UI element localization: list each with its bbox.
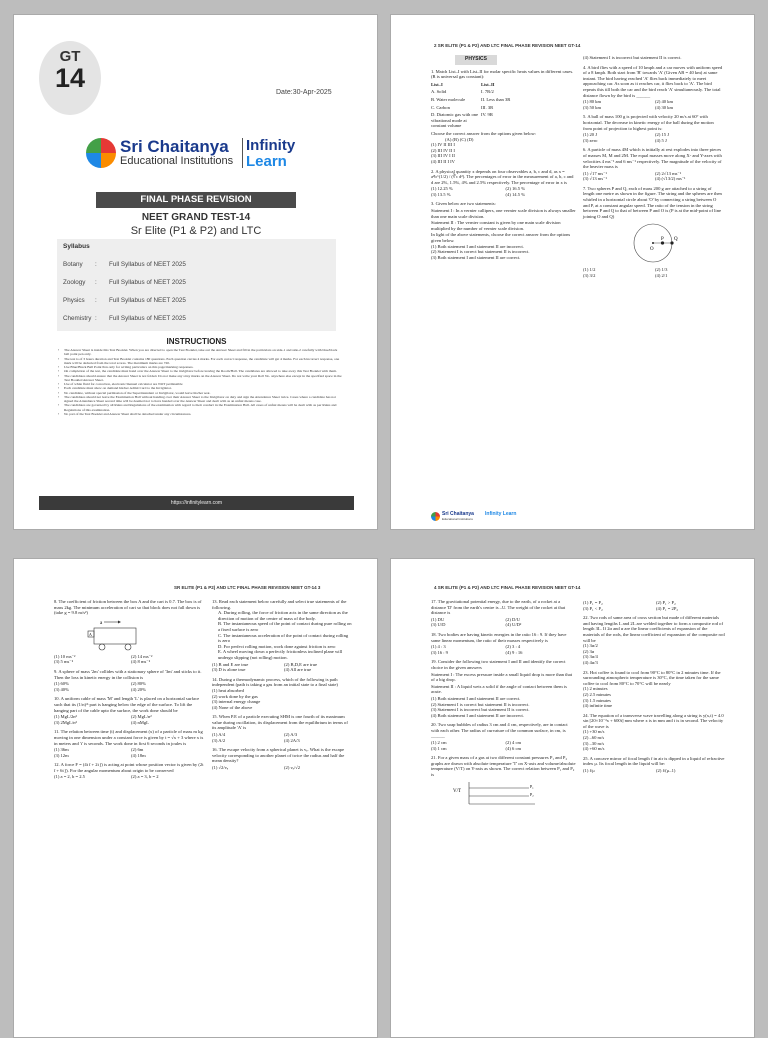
question-21: 21. For a given mass of a gas at two different constant pressures P₁ and P₂ graphs are drawn with absolute temperature 'T' on X-axis and volume/absolute temperature (V/T) on Y-axis as shown. The correct relation between P₁ and P₂ is V/T P₁ P₂ [431, 755, 576, 805]
option[interactable]: (4) III II I IV [431, 158, 455, 164]
gt-badge [39, 41, 101, 115]
p2-label: P₂ [530, 791, 534, 797]
option[interactable]: (1) 60% [54, 681, 69, 687]
question-2: 2. A physical quantity x depends on four observables a, b, c and d, as x = a²b^(1/2) / (∛c d²). The percentages of error in the measurement of a, b, c and d are 2%, 1.5%, 4% and 2.5% respectively. The percentage of error in x is (1) 12.25 % (2) 16.5 % (3) 13.5 % (4) 14.5 % [431, 169, 576, 198]
option[interactable]: (2) 16.5 % [505, 186, 526, 192]
option[interactable]: (3) 13.5 % [431, 191, 451, 197]
page-header: 4 SR ELITE (P1 & P2) AND LTC FINAL PHASE REVISION NEET GT-14 [434, 585, 581, 590]
label-p: P [661, 237, 664, 243]
question-4: 4. A bird flies with a speed of 10 kmph and a car moves with uniform speed of a 8 kmph. Both start from 'B' towards 'A' (Given AB = 40 km) at same instant. The bird having reached 'A' flies back immediately to meet approaching car. As soon as it reaches car, it flies back to 'A'. The bird repeats this till both the car and the bird reach 'A' simultaneously. The total distance flown by the bird is ______ (1) 80 km (2) 40 km (3) 50 km (4) 30 km [583, 64, 723, 110]
p1-label: P₁ [530, 783, 534, 789]
question-6: 6. A particle of mass 4M which is initially at rest explodes into three pieces of masses M, M and 2M. The equal masses move along X- and Y-axes with velocities 4 ms⁻¹ and 6 ms⁻¹ respectively. The magnitude of the velocity of the heavier mass is (1) √17 ms⁻¹ (2) 2√13 ms⁻¹ (3) √13 ms⁻¹ (4) (√13/2) ms⁻¹ [583, 147, 722, 182]
option[interactable]: (1) 2 minutes [583, 686, 608, 692]
instruction-item: • On completion of the test, the candidate must hand over the Answer Sheet to the invigilator before leaving the Room/Hall. The candidates are allowed to take away this Test Booklet with them. [64, 369, 343, 373]
option[interactable]: (1) +30 m/s [583, 729, 605, 735]
option[interactable]: (3) 1.5 minutes [583, 697, 611, 703]
question-3-option-4[interactable]: (4) Statement I is incorrect but statement II is correct. [583, 55, 682, 60]
instructions-title: INSTRUCTIONS [166, 337, 227, 346]
option[interactable]: (1) DU [431, 616, 445, 622]
question-18: 18. Two bodies are having kinetic energies in the ratio 16 : 9. If they have same linear momentum, the ratio of their masses respectively is (1) 4 : 3 (2) 3 : 4 (3) 16 : 9 (4) 9 : 16 [431, 632, 576, 655]
option[interactable]: (4) 30 km [655, 104, 674, 110]
option[interactable]: (3) 16 : 9 [431, 649, 448, 655]
brand-name: Sri Chaitanya [120, 137, 229, 156]
option[interactable]: (3) 1 cm [431, 745, 447, 751]
option[interactable]: (3) 2MgL/n² [54, 719, 77, 725]
option[interactable]: (4) 9 : 16 [505, 649, 523, 655]
test-name: NEET GRAND TEST-14 [141, 212, 251, 223]
option[interactable]: (2) MgL/n² [131, 714, 152, 720]
option[interactable]: (4) +60 m/s [583, 746, 605, 752]
option[interactable]: (1) 1/2 [583, 267, 596, 273]
footer-logo: Sri Chaitanya Educational Institutions Infinity Learn [431, 511, 511, 523]
question-23: 23. Hot coffee is found to cool from 90°C to 80°C in 2 minutes time. If the surrounding atmospheric temperature is 30°C, the time taken for the same coffee to cool from 80°C to 70°C will be nearly (1) 2 minutes (2) 2.5 minutes (3) 1.5 minutes (4) infinite time [583, 670, 725, 709]
option[interactable]: (1) IV II III I [431, 142, 455, 148]
option[interactable]: (4) (√13/2) ms⁻¹ [655, 176, 686, 182]
syllabus-row: Zoology : Full Syllabus of NEET 2025 [63, 279, 186, 286]
option[interactable]: (2) a = 3, b = 2 [131, 774, 159, 780]
question-19: 19. Consider the following two statement I and II and identify the correct choice in the given answers Statement I : The excess pressure inside a small liquid drop is more than that of a big drop. Statement II : A liquid wets a solid if the angle of contact between them is acute. (1) Both statement I and statement II are correct. (2) Statement I is correct but statement II is incorrect. (3) Statement I is incorrect but statement II is correct. (4) Both statement I and statement II are incorrect. [431, 659, 576, 718]
instruction-item: • Use of white fluid for correction, electronic/manual calculator are NOT permissible [64, 382, 343, 386]
option[interactable]: (1) MgL/2n² [54, 714, 77, 720]
option[interactable]: (2) B,D,E are true [284, 661, 318, 667]
option[interactable]: (1) 12.25 % [431, 186, 453, 192]
instruction-item: • The test is of 3 hours duration and Test Booklet contains 180 questions. Each question carries 4 marks. For each correct response, the candidate will get 4 marks. For each incorrect response, one mark will be deducted from the total scores. The maximum marks are 720. [64, 357, 343, 366]
option[interactable]: (2) work done by the gas [212, 693, 258, 699]
cart-wheel [99, 644, 105, 650]
option[interactable]: (2) 4 cm [505, 740, 522, 746]
left-column [431, 599, 576, 810]
option[interactable]: (2) 6m [131, 747, 144, 753]
sri-chaitanya-logo-icon [86, 138, 116, 168]
option[interactable]: (3) Statement I is incorrect but statement II is correct. [431, 707, 530, 713]
option[interactable]: (2) Statement I is correct but statement II is incorrect. [431, 249, 530, 255]
option[interactable]: (4) 18m [131, 752, 146, 758]
question-21-options [583, 600, 725, 611]
option[interactable]: (1) 3α/2 [583, 643, 598, 649]
question-page-4 [390, 558, 755, 1038]
exam-date: Date:30-Apr-2025 [276, 89, 332, 96]
question-22: 22. Two rods of same area of cross section but made of different materials and having lengths L and 2L are welded together to form a composite rod of length 3L. If 2α and α are the linear coefficients of expansion of the materials of the rods, the linear coefficient of expansion of the composite rod will be (1) 3α/2 (2) 3α (3) 3α/4 (4) 4α/3 [583, 615, 725, 665]
option[interactable]: (1) P₁ = P₂ [583, 600, 603, 605]
badge-label: GT [59, 48, 81, 65]
option[interactable]: (2) –60 m/s [583, 735, 605, 741]
label-box-a: A [89, 631, 92, 637]
option[interactable]: (4) U/D² [505, 622, 522, 628]
option[interactable]: (1) √17 ms⁻¹ [583, 170, 607, 176]
syllabus-row: Physics : Full Syllabus of NEET 2025 [63, 297, 186, 304]
badge-number: 14 [54, 63, 86, 93]
option[interactable]: (4) All are true [284, 667, 312, 673]
test-subtitle: Sr Elite (P1 & P2) and LTC [130, 225, 262, 237]
phase-banner: FINAL PHASE REVISION [96, 192, 296, 208]
option[interactable]: (4) None of the above [212, 704, 253, 710]
question-11: 11. The relation between time (t) and displacement (x) of a particle of mass m kg moving in one dimension under a constant force is given by t = √x + 3 where x is in meters and 't' is seconds. The work done in first 6 seconds in joules is (1) 36m (2) 6m (3) 12m (4) 18m [54, 729, 204, 758]
option[interactable]: (1) B and E are true [212, 661, 249, 667]
option[interactable]: (2) P₁ > P₂ [656, 600, 676, 605]
option[interactable]: (3) Both statement I and statement II are correct. [431, 254, 521, 260]
instruction-item: • The Answer Sheet is inside this Test Booklet. When you are directed to open the Test Booklet, take out the Answer Sheet and fill in the particulars on side-1 and side-2 carefully with blue/black ball point pen only. [64, 348, 343, 357]
option[interactable]: (4) 6 cm [505, 745, 522, 751]
option[interactable]: (1) 36m [54, 747, 69, 753]
question-12: 12. A force F = (4t î + 2t ĵ) is acting at point whose position vector is given by (2t î + 6t ĵ). For the angular momentum about origin to be conserved (1) a = 2, b = 2.5 (2) a = 3, b = 2 [54, 762, 204, 780]
option[interactable]: (4) P₁ = 2P₂ [656, 605, 679, 611]
question-page-2 [390, 14, 755, 530]
option[interactable]: (4) 4α/3 [583, 659, 598, 665]
question-8: 8. The coefficient of friction between the box A and the cart is 0.7. The box is of mass 2kg. The minimum acceleration of cart so that block does not fall down is (take g = 9.8 m/s²) a A (1) 10 ms⁻² (2) 14 ms⁻² (3) 5 ms⁻² (4) 8 ms⁻² [54, 599, 204, 665]
option[interactable]: (2) D/U [505, 616, 520, 622]
instruction-item: • The candidates should not leave the Examination Hall without handing over their Answer Sheet to the Invigilator on duty and sign the Attendance Sheet twice. Cases where a candidate has not signed the Attendance Sheet second time will be deemed not to have handed over the Answer Sheet and dealt with as an unfair means case. [64, 395, 343, 404]
option[interactable]: (2) 40 km [655, 99, 674, 105]
option[interactable]: (3) P₁ < P₂ [583, 605, 603, 611]
page-header: 2 SR ELITE (P1 & P2) AND LTC FINAL PHASE REVISION NEET GT-14 [434, 43, 581, 48]
option[interactable]: (1) Both statement I and statement II are incorrect. [431, 243, 524, 249]
pressure-graph-figure [449, 780, 539, 806]
question-17: 17. The gravitational potential energy, due to the earth, of a rocket at a distance 'D' from the earth's centre is –U. The weight of the rocket at that distance is (1) DU (2) D/U (3) U/D (4) U/D² [431, 599, 576, 628]
option[interactable]: (2) 2.5 minutes [583, 691, 611, 697]
option[interactable]: (1) 4 : 3 [431, 644, 446, 650]
option[interactable]: (3) A/2 [212, 737, 226, 743]
syllabus-box [57, 239, 336, 331]
option[interactable]: (2) 80% [131, 681, 146, 687]
label-q: Q [674, 237, 678, 243]
option[interactable]: (3) III IV I II [431, 153, 455, 159]
option[interactable]: (2) 15 J [655, 132, 670, 138]
question-13: 13. Read each statement below carefully and select true statements of the following. A. During rolling, the force of friction acts in the same direction as the direction of motion of the centre of mass of the body. B. The instantaneous speed of the point of contact during pure rolling on a fixed surface is zero C. The instantaneous acceleration of the point of contact during rolling is zero D. For perfect rolling motion, work done against friction is zero E. A wheel moving down a perfectly frictionless inclined plane will undergo slipping (not rolling) motion. (1) B and E are true (2) B,D,E are true (3) D is alone true (4) All are true [212, 599, 352, 673]
option[interactable]: (2) 2√13 ms⁻¹ [655, 170, 682, 176]
question-16: 16. The escape velocity from a spherical planet is vₑ. What is the escape velocity corresponding to another planet of twice the radius and half the mean density? (1) √2/vₑ (2) vₑ/√2 [212, 747, 352, 770]
label-o: O [650, 247, 654, 253]
option[interactable]: (2) Statement I is correct but statement II is incorrect. [431, 701, 530, 707]
option[interactable]: (4) 20% [131, 686, 146, 692]
question-9: 9. A sphere of mass '2m' collides with a stationary sphere of '3m' and sticks to it. Then the loss in kinetic energy in the collision is (1) 60% (2) 80% (3) 40% (4) 20% [54, 669, 204, 692]
brand-logo [86, 134, 316, 176]
option[interactable]: (3) D is alone true [212, 667, 246, 673]
right-column [583, 599, 725, 778]
instruction-item: • The candidates are governed by all Rules and Regulations of the examination with regard to their conduct in the Examination Hall. All cases of unfair means will be dealt with as per Rules and Regulations of this examination. [64, 403, 343, 412]
brand-divider [242, 138, 243, 168]
option[interactable]: (1) f/μ [583, 768, 595, 774]
option[interactable]: (3) –30 m/s [583, 740, 605, 746]
learn-text: Learn [246, 153, 287, 170]
option[interactable]: (2) 3α [583, 648, 595, 654]
option[interactable]: (1) heat absorbed [212, 687, 244, 693]
option[interactable]: (3) 40% [54, 686, 69, 692]
syllabus-title: Syllabus [63, 243, 90, 250]
option[interactable]: (4) Both statement I and statement II are incorrect. [431, 712, 524, 718]
instruction-item: • Use Blue/Black Ball Point Pen only for writing particulars on this page/marking responses. [64, 365, 343, 369]
option[interactable]: (4) 8 ms⁻² [131, 659, 151, 665]
option[interactable]: (3) 3α/4 [583, 654, 598, 660]
question-20: 20. Two soap bubbles of radius 3 cm and 4 cm, respectively, are in contact with each other. The radius of curvature of the common surface, in cm, is ______ (1) 2 cm (2) 4 cm (3) 1 cm (4) 6 cm [431, 722, 576, 751]
question-24: 24. The equation of a transverse wave travelling along a string is y(x,t) = 4.0 sin [20×10⁻³x + 600t] mm where x is in mm and t is in second. The velocity of the wave is (1) +30 m/s (2) –60 m/s (3) –30 m/s (4) +60 m/s [583, 712, 724, 752]
question-1: 1. Match List–I with List–II for molar specific heats values in different cases. (R is universal gas constant): List–I List–II A. Solid I. 7R/2 B. Water molecule II. Less than 3R C. Carbon III. 3R D. Diatomic gas with one vibrational mode at constant volume IV. 9R Choose the correct answer from the options given below: (A) (B) (C) (D) (1) IV II III I (2) III IV II I (3) III IV I II (4) III II I IV [431, 69, 576, 165]
instruction-item: • Each candidate must show on demand his/her Admit Card to the Invigilator. [64, 386, 343, 390]
option[interactable]: (3) U/D [431, 622, 446, 628]
option[interactable]: (2) 1/3 [655, 267, 668, 273]
option[interactable]: (3) 50 km [583, 104, 602, 110]
instruction-item: • The candidates should ensure that the Answer Sheet is not folded. Do not make any stray marks on the Answer Sheet. Do not write your Roll No. anywhere else except in the specified space in the Test Booklet/Answer Sheet. [64, 374, 343, 383]
cart-wheel [125, 644, 131, 650]
syllabus-row: Chemistry : Full Syllabus of NEET 2025 [63, 315, 186, 322]
option[interactable]: (4) infinite time [583, 703, 613, 709]
instruction-item: • No candidate, without special permission of the Superintendent or Invigilator, would leave his/her seat. [64, 391, 343, 395]
option[interactable]: (4) 5 J [655, 137, 667, 143]
option[interactable]: (3) internal energy change [212, 699, 261, 705]
option[interactable]: (3) 5 ms⁻² [54, 659, 74, 665]
page-header: SR ELITE (P1 & P2) AND LTC FINAL PHASE REVISION NEET GT-14 3 [174, 585, 321, 590]
option[interactable]: (1) 20 J [583, 132, 598, 138]
brand-subtitle: Educational Institutions [120, 155, 234, 167]
whirling-spheres-figure [613, 221, 693, 265]
point-o [652, 242, 654, 244]
question-10: 10. A uniform cable of mass 'M' and length 'L' is placed on a horizontal surface such that its (1/n)ᵗʰ part is hanging below the edge of the surface. To lift the hanging part of the cable upto the surface, the work done should be (1) MgL/2n² (2) MgL/n² (3) 2MgL/n² (4) nMgL [54, 696, 204, 725]
option[interactable]: (2) vₑ/√2 [284, 765, 301, 771]
y-axis-label: V/T [453, 788, 462, 794]
cart-body [94, 628, 136, 644]
option[interactable]: (3) 12m [54, 752, 69, 758]
option[interactable]: (1) 10 ms⁻² [54, 653, 76, 659]
question-25: 25. A concave mirror of focal length f in air is dipped in a liquid of refractive index μ. Its focal length in the liquid will be: (1) f/μ (2) f/(μ–1) [583, 755, 725, 774]
right-column [583, 55, 723, 283]
syllabus-row: Botany : Full Syllabus of NEET 2025 [63, 261, 186, 268]
option[interactable]: (4) 2A/3 [284, 737, 300, 743]
instruction-item: • No part of the Test Booklet and Answer Sheet shall be detached under any circumstances. [64, 412, 343, 416]
option[interactable]: (3) zero [583, 137, 598, 143]
option[interactable]: (2) A/3 [284, 732, 298, 738]
arrow-head-icon [118, 620, 121, 623]
cover-page [13, 14, 378, 530]
right-column [212, 599, 352, 775]
option[interactable]: (4) 14.5 % [505, 191, 526, 197]
infinity-text: Infinity [246, 137, 296, 154]
option[interactable]: (2) f/(μ–1) [656, 768, 676, 774]
option[interactable]: (2) III IV II I [431, 147, 455, 153]
option[interactable]: (4) nMgL [131, 719, 149, 725]
option[interactable]: (3) √13 ms⁻¹ [583, 176, 607, 182]
question-7: 7. Two spheres P and Q, each of mass 200 g are attached to a string of length one metre as shown in the figure. The string and the spheres are then whirled in a horizontal circle about 'O' by connecting a string between O and P, at a constant angular speed. The ratio of the tension in the string between P and Q to that of between P and O is (P is at the mid-point of line joining O and Q) O P Q (1) 1/2 (2) 1/3 (3) 3/2 (4) 2/1 [583, 185, 722, 279]
option[interactable]: (2) 3 : 4 [505, 644, 521, 650]
option[interactable]: (1) Both statement I and statement II are correct. [431, 695, 521, 701]
question-page-3 [13, 558, 378, 1038]
question-15: 15. When P.E of a particle executing SHM is one fourth of its maximum value during oscillation, its displacement from the equilibrium in terms of its amplitude 'A' is (1) A/4 (2) A/3 (3) A/2 (4) 2A/3 [212, 714, 352, 743]
cart-figure [74, 618, 154, 652]
option[interactable]: (4) 2/1 [655, 273, 668, 279]
label-a: a [100, 620, 103, 626]
option[interactable]: (1) 2 cm [431, 740, 447, 746]
option[interactable]: (1) 80 km [583, 99, 602, 105]
website-link[interactable]: https://infinitylearn.com [39, 496, 354, 510]
footer-logo-icon [431, 512, 440, 521]
left-column [431, 55, 576, 264]
question-5: 5. A ball of mass 100 g is projected with velocity 20 m/s at 60° with horizontal. The decrease in kinetic energy of the ball during the motion from point of projection to highest point is: (1) 20 J (2) 15 J (3) zero (4) 5 J [583, 114, 723, 143]
subject-tag: PHYSICS [455, 55, 497, 65]
option[interactable]: (1) √2/vₑ [212, 765, 229, 771]
option[interactable]: (2) 14 ms⁻² [131, 653, 153, 659]
question-14: 14. During a thermodynamic process, which of the following is path independent (path is taking a gas from an initial state to a final state) (1) heat absorbed (2) work done by the gas (3) internal energy change (4) None of the above [212, 677, 352, 711]
option[interactable]: (1) a = 2, b = 2.5 [54, 774, 85, 780]
option[interactable]: (3) 3/2 [583, 273, 596, 279]
option[interactable]: (1) A/4 [212, 732, 226, 738]
instructions-list [57, 348, 343, 416]
left-column [54, 599, 204, 784]
question-3: 3. Given below are two statements: Statement I : In a vernier callipers, one vernier scale division is always smaller than one main scale division. Statement II : The vernier constant is given by one main scale division multiplied by the number of vernier scale division. In light of the above statements, choose the correct answer from the options given below. (1) Both statement I and statement II are incorrect. (2) Statement I is correct but statement II is incorrect. (3) Both statement I and statement II are correct. [431, 201, 576, 260]
